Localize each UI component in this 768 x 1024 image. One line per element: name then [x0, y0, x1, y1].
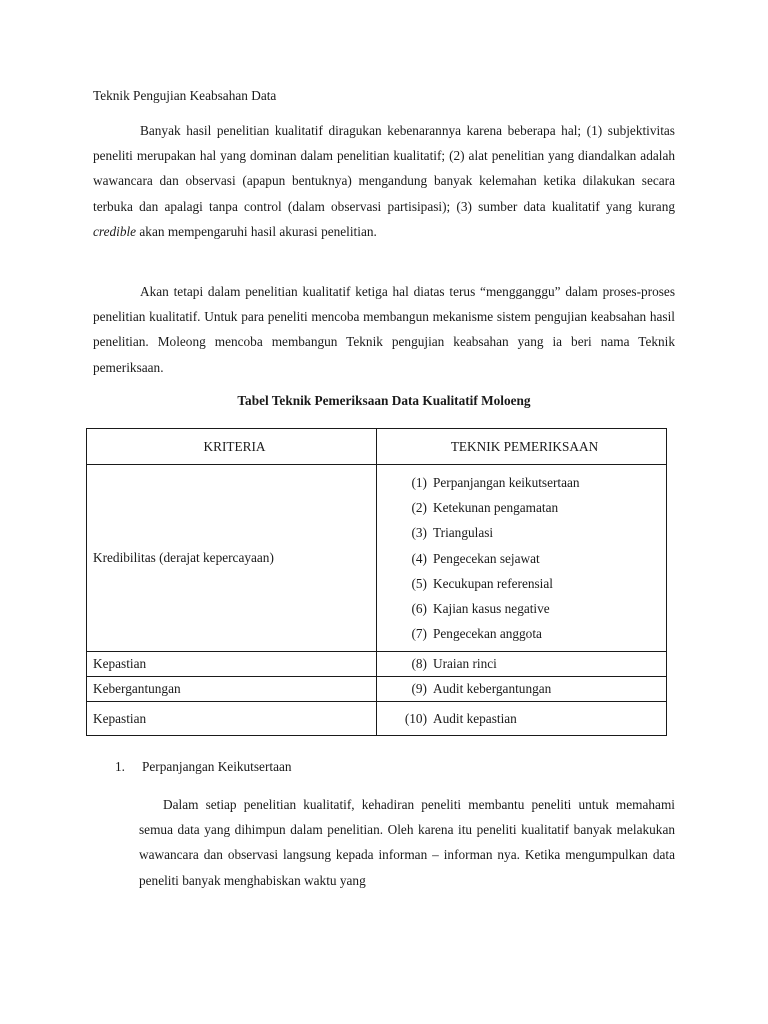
header-criteria: KRITERIA	[87, 429, 377, 465]
technique-cell: (10) Audit kepastian	[377, 702, 667, 736]
criteria-cell: Kebergantungan	[87, 677, 377, 702]
section-title: Perpanjangan Keikutsertaan	[142, 759, 292, 774]
table-header-row	[87, 429, 667, 465]
technique-cell	[377, 465, 667, 652]
list-item: (7) Pengecekan anggota	[411, 626, 542, 642]
section-number: 1.	[115, 759, 125, 774]
technique-cell: (9) Audit kebergantungan	[377, 677, 667, 702]
list-item: (3) Triangulasi	[411, 525, 494, 541]
paragraph-moleong	[93, 279, 675, 380]
table-row	[87, 677, 667, 702]
criteria-cell: Kredibilitas (derajat kepercayaan)	[87, 465, 377, 652]
list-item: (5) Kecukupan referensial	[411, 575, 553, 591]
paragraph-intro-italic: credible	[93, 223, 137, 239]
header-technique: TEKNIK PEMERIKSAAN	[377, 429, 667, 465]
paragraph-section1	[139, 792, 675, 893]
table-row	[87, 652, 667, 677]
paragraph-moleong-text: Akan tetapi dalam penelitian kualitatif ketiga hal diatas terus “mengganggu” dalam proses-proses penelitian kualitatif. Untuk para peneliti mencoba membangun mekanisme sistem pengujian keabsahan hasil penelitian. Moleong mencoba membangun Teknik pengujian keabsahan yang ia beri nama Teknik pemeriksaan.	[93, 284, 675, 375]
paragraph-section1-text: Dalam setiap penelitian kualitatif, kehadiran peneliti membantu peneliti untuk memahami semua data yang dihimpun dalam penelitian. Oleh karena itu peneliti kualitatif banyak melakukan wawancara dan observasi langsung kepada informan – informan nya. Ketika mengumpulkan data peneliti banyak menghabiskan waktu yang	[139, 797, 675, 888]
paragraph-intro	[93, 118, 675, 244]
table-caption: Tabel Teknik Pemeriksaan Data Kualitatif Moloeng	[237, 393, 531, 408]
list-item: (4) Pengecekan sejawat	[411, 550, 540, 566]
paragraph-intro-text-a: Banyak hasil penelitian kualitatif diragukan kebenarannya karena beberapa hal; (1) subjektivitas peneliti merupakan hal yang dominan dalam penelitian kualitatif; (2) alat penelitian yang diandalkan adalah wawancara dan observasi (apapun bentuknya) mengandung banyak kelemahan ketika dilakukan secara terbuka dan apalagi tanpa control (dalam observasi partisipasi); (3) sumber data kualitatif yang kurang	[93, 123, 675, 214]
table-row	[87, 702, 667, 736]
table-row	[87, 465, 667, 652]
criteria-cell: Kepastian	[87, 652, 377, 677]
list-item: (1) Perpanjangan keikutsertaan	[411, 475, 580, 490]
list-item: (2) Ketekunan pengamatan	[411, 500, 559, 516]
criteria-cell: Kepastian	[87, 702, 377, 736]
document-title: Teknik Pengujian Keabsahan Data	[93, 88, 277, 103]
technique-cell: (8) Uraian rinci	[377, 652, 667, 677]
list-item: (6) Kajian kasus negative	[411, 600, 550, 616]
paragraph-intro-text-b: akan mempengaruhi hasil akurasi penelitian.	[136, 223, 377, 239]
examination-table	[86, 428, 667, 736]
technique-list	[403, 465, 666, 651]
section-heading	[115, 759, 292, 775]
